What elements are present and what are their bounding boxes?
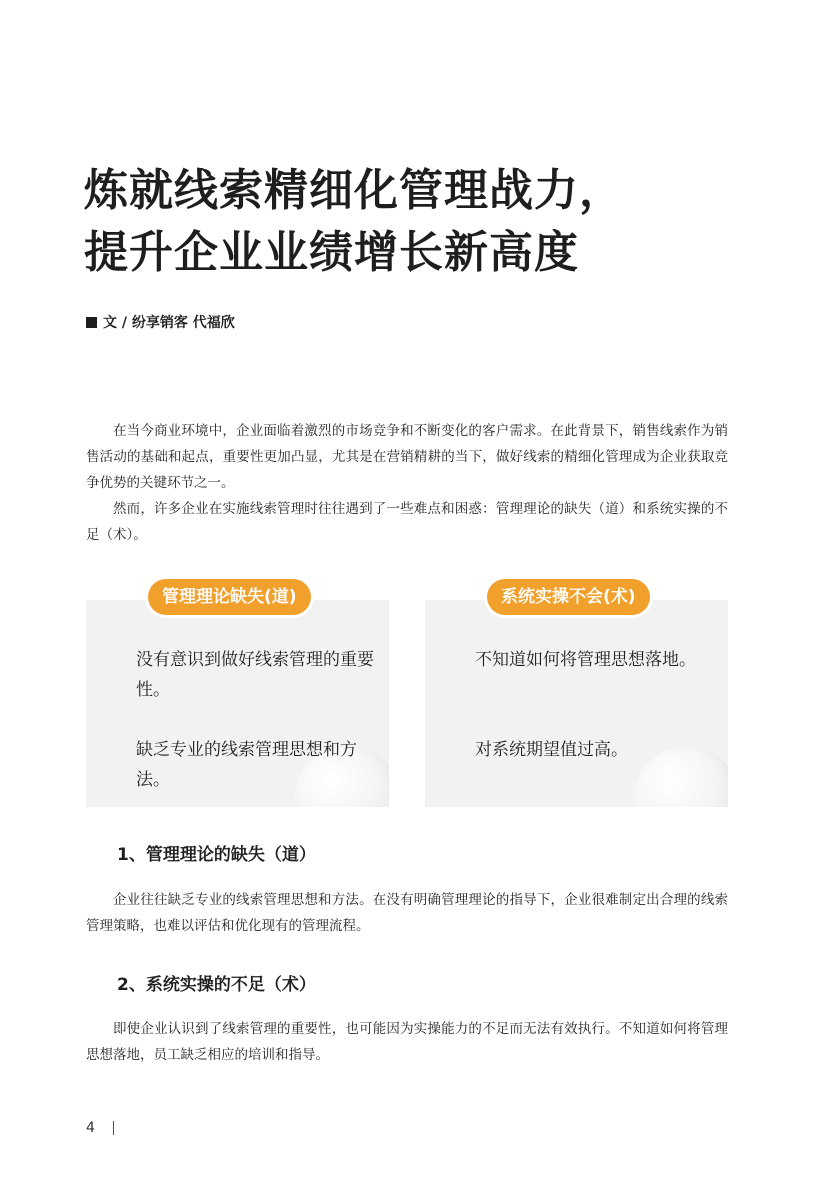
page-number: 4: [86, 1120, 95, 1136]
intro-paragraph-2: 然而，许多企业在实施线索管理时往往遇到了一些难点和困惑：管理理论的缺失（道）和系统实操的不足（术）。: [86, 501, 728, 543]
panel-practice: [425, 600, 728, 807]
section-1-heading: 1、管理理论的缺失（道）: [117, 845, 316, 865]
panel-practice-item-1: 不知道如何将管理思想落地。: [475, 650, 696, 670]
section-1-body: 企业往往缺乏专业的线索管理思想和方法。在没有明确管理理论的指导下，企业很难制定出合理的线索管理策略，也难以评估和优化现有的管理流程。: [86, 892, 728, 934]
panel-theory-item-1: 没有意识到做好线索管理的重要性。: [136, 650, 374, 700]
panel-practice-item-2: 对系统期望值过高。: [475, 740, 628, 760]
intro-paragraph-1: 在当今商业环境中，企业面临着激烈的市场竞争和不断变化的客户需求。在此背景下，销售线索作为销售活动的基础和起点，重要性更加凸显，尤其是在营销精耕的当下，做好线索的精细化管理成为企业获取竞争优势的关键环节之一。: [86, 423, 728, 491]
title-line-2: 提升企业业绩增长新高度: [84, 227, 579, 278]
page-footer: [86, 1120, 114, 1136]
section-2-body: 即使企业认识到了线索管理的重要性，也可能因为实操能力的不足而无法有效执行。不知道如何将管理思想落地，员工缺乏相应的培训和指导。: [86, 1021, 728, 1063]
square-bullet-icon: [86, 317, 97, 328]
panel-theory-item-2: 缺乏专业的线索管理思想和方法。: [136, 740, 357, 790]
title-line-1: 炼就线索精细化管理战力，: [84, 165, 624, 216]
byline: [86, 312, 235, 332]
article-title: [84, 160, 764, 284]
footer-divider: [113, 1121, 114, 1135]
byline-text: 文 / 纷享销客 代福欣: [103, 315, 235, 331]
section-2-heading: 2、系统实操的不足（术）: [117, 975, 316, 995]
panel-theory-label: 管理理论缺失(道): [148, 579, 311, 615]
panel-theory: [86, 600, 389, 807]
panel-practice-label: 系统实操不会(术): [487, 579, 650, 615]
